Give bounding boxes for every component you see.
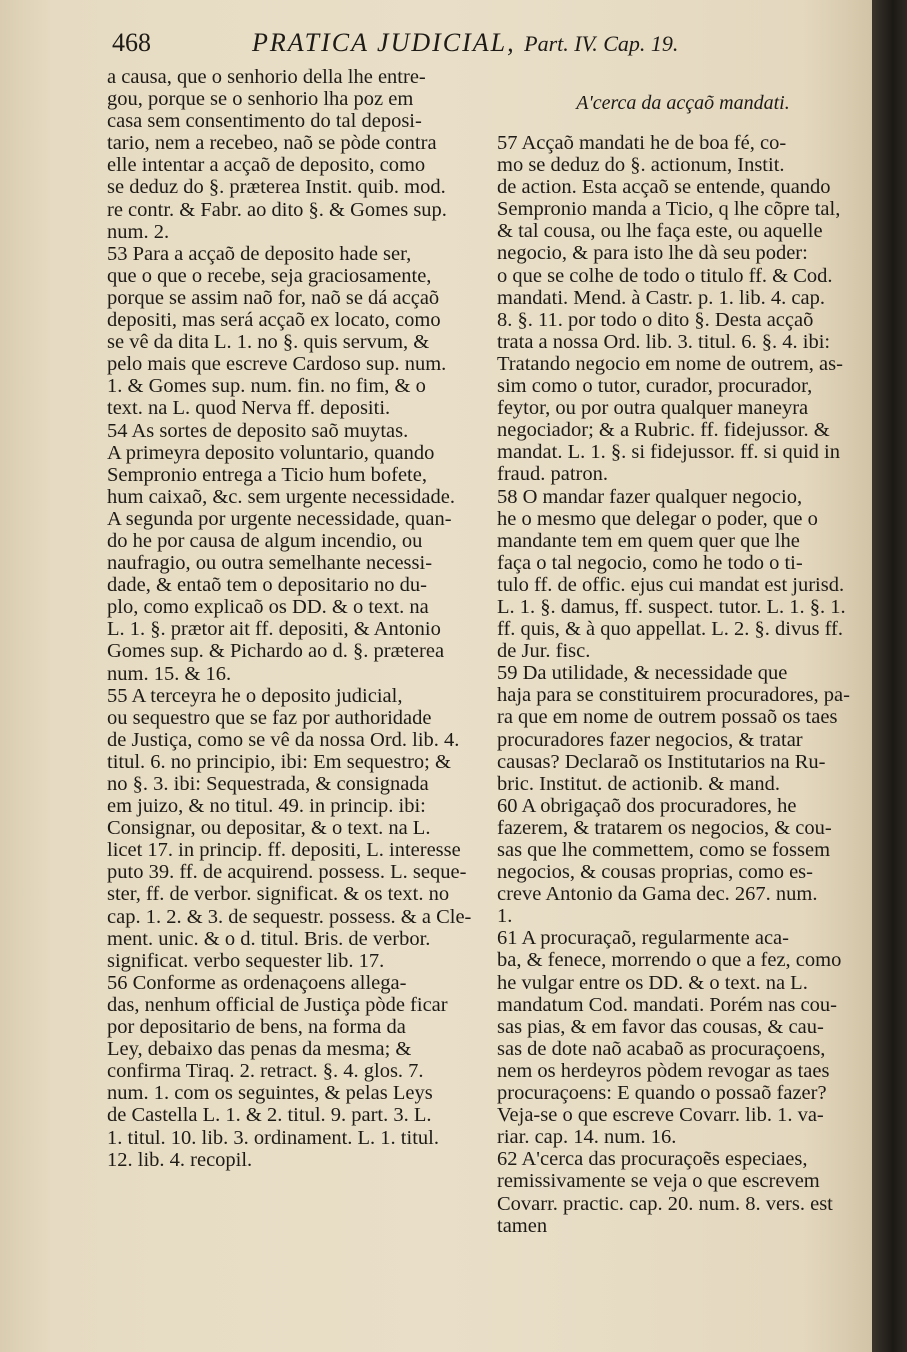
text-line: Veja-se o que escreve Covarr. lib. 1. va- bbox=[497, 1104, 824, 1127]
text-line: A segunda por urgente necessidade, quan- bbox=[107, 507, 452, 530]
text-line: Gomes sup. & Pichardo ao d. §. præterea bbox=[107, 640, 445, 663]
text-line: sas de dote naõ acabaõ as procuraçoens, bbox=[497, 1037, 826, 1060]
text-line: & tal cousa, ou lhe faça este, ou aquelle bbox=[497, 220, 823, 243]
text-line: Covarr. practic. cap. 20. num. 8. vers. est bbox=[497, 1192, 833, 1215]
text-line: 1. bbox=[497, 905, 513, 928]
text-line: mandatum Cod. mandati. Porém nas cou- bbox=[497, 993, 837, 1016]
text-line: em juizo, & no titul. 49. in princip. ibi: bbox=[107, 795, 426, 818]
right-column-text bbox=[497, 132, 869, 1237]
right-column bbox=[497, 92, 869, 1237]
text-line: feytor, ou por outra qualquer maneyra bbox=[497, 397, 809, 420]
text-line: a causa, que o senhorio della lhe entre- bbox=[107, 66, 426, 88]
text-line: confirma Tiraq. 2. retract. §. 4. glos. 7. bbox=[107, 1060, 424, 1083]
text-line: Sempronio entrega a Ticio hum bofete, bbox=[107, 463, 427, 486]
text-line: num. 2. bbox=[107, 220, 170, 243]
text-line: porque se assim naõ for, naõ se dá acçaõ bbox=[107, 286, 440, 309]
text-line: text. na L. quod Nerva ff. depositi. bbox=[107, 397, 391, 420]
text-line: tario, nem a recebeo, naõ se pòde contra bbox=[107, 132, 437, 155]
text-line: procuradores fazer negocios, & tratar bbox=[497, 728, 803, 751]
text-line: remissivamente se veja o que escrevem bbox=[497, 1170, 820, 1193]
text-line: mandante tem em quem quer que lhe bbox=[497, 529, 800, 552]
text-line: titul. 6. no principio, ibi: Em sequestro; & bbox=[107, 750, 451, 773]
text-line: sas que lhe commettem, como se fossem bbox=[497, 839, 831, 861]
text-line: mandati. Mend. à Castr. p. 1. lib. 4. cap. bbox=[497, 286, 825, 309]
text-line: 55 A terceyra he o deposito judicial, bbox=[107, 684, 403, 707]
text-line: 62 A'cerca das procuraçoẽs especiaes, bbox=[497, 1148, 808, 1171]
text-line: ster, ff. de verbor. significat. & os text. no bbox=[107, 883, 450, 906]
text-line: mandat. L. 1. §. si fidejussor. ff. si quid in bbox=[497, 441, 840, 464]
text-line: se deduz do §. præterea Instit. quib. mod. bbox=[107, 176, 446, 199]
text-line: 54 As sortes de deposito saõ muytas. bbox=[107, 419, 409, 442]
text-line: depositi, mas será acçaõ ex locato, como bbox=[107, 309, 441, 332]
text-line: tamen bbox=[497, 1214, 548, 1237]
text-line: das, nenhum official de Justiça pòde ficar bbox=[107, 993, 448, 1016]
text-line: trata a nossa Ord. lib. 3. titul. 6. §. 4. ibi: bbox=[497, 330, 831, 353]
text-line: bric. Institut. de actionib. & mand. bbox=[497, 772, 780, 795]
text-line: ment. unic. & o d. titul. Bris. de verbor. bbox=[107, 927, 431, 950]
text-line: negocios, & cousas proprias, como es- bbox=[497, 861, 813, 884]
text-line: do he por causa de algum incendio, ou bbox=[107, 529, 423, 552]
text-line: sim como o tutor, curador, procurador, bbox=[497, 375, 813, 398]
text-line: pelo mais que escreve Cardoso sup. num. bbox=[107, 353, 447, 376]
text-line: licet 17. in princip. ff. depositi, L. interesse bbox=[107, 839, 461, 862]
text-line: num. 1. com os seguintes, & pelas Leys bbox=[107, 1082, 433, 1105]
text-line: puto 39. ff. de acquirend. possess. L. seque- bbox=[107, 861, 467, 884]
text-line: L. 1. §. prætor ait ff. depositi, & Antonio bbox=[107, 618, 441, 641]
text-line: hum caixaõ, &c. sem urgente necessidade. bbox=[107, 485, 455, 508]
text-line: riar. cap. 14. num. 16. bbox=[497, 1126, 677, 1149]
text-line: procuraçoens: E quando o possaõ fazer? bbox=[497, 1082, 827, 1105]
text-line: ou sequestro que se faz por authoridade bbox=[107, 706, 432, 729]
page-edge-shadow bbox=[872, 0, 907, 1352]
text-line: de Jur. fisc. bbox=[497, 640, 591, 663]
text-line: causas? Declaraõ os Institutarios na Ru- bbox=[497, 750, 826, 773]
text-line: casa sem consentimento do tal deposi- bbox=[107, 110, 422, 133]
text-line: se vê da dita L. 1. no §. quis servum, & bbox=[107, 331, 430, 354]
text-line: por depositario de bens, na forma da bbox=[107, 1016, 406, 1039]
text-line: gou, porque se o senhorio lha poz em bbox=[107, 88, 414, 111]
text-line: ff. quis, & à quo appellat. L. 2. §. divus ff. bbox=[497, 618, 843, 641]
text-line: significat. verbo sequester lib. 17. bbox=[107, 949, 385, 972]
text-line: negociador; & a Rubric. ff. fidejussor. & bbox=[497, 419, 830, 442]
text-line: de Castella L. 1. & 2. titul. 9. part. 3. L. bbox=[107, 1104, 432, 1127]
text-line: 57 Acçaõ mandati he de boa fé, co- bbox=[497, 132, 787, 154]
section-heading: A'cerca da acçaõ mandati. bbox=[576, 92, 790, 114]
text-line: negocio, & para isto lhe dà seu poder: bbox=[497, 242, 808, 265]
text-line: fraud. patron. bbox=[497, 463, 608, 486]
text-line: 59 Da utilidade, & necessidade que bbox=[497, 662, 788, 685]
text-line: tulo ff. de offic. ejus cui mandat est jurisd. bbox=[497, 573, 845, 596]
text-line: 56 Conforme as ordenaçoens allega- bbox=[107, 971, 407, 994]
text-line: plo, como explicaõ os DD. & o text. na bbox=[107, 596, 429, 619]
text-line: de Justiça, como se vê da nossa Ord. lib. 4. bbox=[107, 728, 460, 751]
left-column bbox=[107, 66, 487, 1171]
text-line: 61 A procuraçaõ, regularmente aca- bbox=[497, 927, 789, 950]
text-line: haja para se constituirem procuradores, pa- bbox=[497, 684, 850, 707]
text-line: de action. Esta acçaõ se entende, quando bbox=[497, 176, 831, 199]
text-line: sas pias, & em favor das cousas, & cau- bbox=[497, 1015, 824, 1038]
text-line: ba, & fenece, morrendo o que a fez, como bbox=[497, 949, 842, 972]
text-line: nem os herdeyros pòdem revogar as taes bbox=[497, 1059, 830, 1082]
text-line: Consignar, ou depositar, & o text. na L. bbox=[107, 817, 431, 840]
text-line: Tratando negocio em nome de outrem, as- bbox=[497, 352, 843, 375]
page-header bbox=[112, 28, 742, 68]
text-line: no §. 3. ibi: Sequestrada, & consignada bbox=[107, 773, 429, 795]
text-line: A primeyra deposito voluntario, quando bbox=[107, 441, 435, 464]
text-line: que o que o recebe, seja graciosamente, bbox=[107, 264, 432, 287]
text-line: 12. lib. 4. recopil. bbox=[107, 1148, 253, 1171]
text-line: Ley, debaixo das penas da mesma; & bbox=[107, 1038, 412, 1061]
page-number: 468 bbox=[112, 28, 151, 57]
text-line: 58 O mandar fazer qualquer negocio, bbox=[497, 485, 803, 508]
text-line: naufragio, ou outra semelhante necessi- bbox=[107, 552, 433, 575]
text-line: Sempronio manda a Ticio, q lhe cõpre tal, bbox=[497, 198, 841, 221]
text-line: ra que em nome de outrem possaõ os taes bbox=[497, 706, 838, 729]
text-line: he o mesmo que delegar o poder, que o bbox=[497, 507, 818, 530]
text-line: creve Antonio da Gama dec. 267. num. bbox=[497, 883, 818, 906]
text-line: dade, & entaõ tem o depositario no du- bbox=[107, 574, 427, 597]
text-line: he vulgar entre os DD. & o text. na L. bbox=[497, 971, 808, 994]
text-line: L. 1. §. damus, ff. suspect. tutor. L. 1. §. 1. bbox=[497, 595, 846, 618]
text-line: re contr. & Fabr. ao dito §. & Gomes sup. bbox=[107, 198, 447, 221]
text-line: elle intentar a acçaõ de deposito, como bbox=[107, 154, 426, 177]
running-title-part: Part. IV. Cap. 19. bbox=[524, 31, 679, 56]
text-line: fazerem, & tratarem os negocios, & cou- bbox=[497, 816, 832, 839]
running-title-main: PRATICA JUDICIAL, bbox=[252, 28, 516, 57]
text-line: faça o tal negocio, como he todo o ti- bbox=[497, 551, 803, 574]
text-line: o que se colhe de todo o titulo ff. & Cod. bbox=[497, 264, 833, 287]
text-line: 8. §. 11. por todo o dito §. Desta acçaõ bbox=[497, 308, 814, 331]
text-line: 1. & Gomes sup. num. fin. no fim, & o bbox=[107, 375, 426, 398]
text-line: 1. titul. 10. lib. 3. ordinament. L. 1. titul. bbox=[107, 1126, 439, 1149]
text-line: num. 15. & 16. bbox=[107, 662, 232, 685]
text-line: mo se deduz do §. actionum, Instit. bbox=[497, 154, 785, 177]
text-line: 53 Para a acçaõ de deposito hade ser, bbox=[107, 242, 412, 265]
text-line: cap. 1. 2. & 3. de sequestr. possess. & a Cle- bbox=[107, 905, 472, 928]
running-title bbox=[252, 28, 678, 58]
text-line: 60 A obrigaçaõ dos procuradores, he bbox=[497, 794, 797, 817]
